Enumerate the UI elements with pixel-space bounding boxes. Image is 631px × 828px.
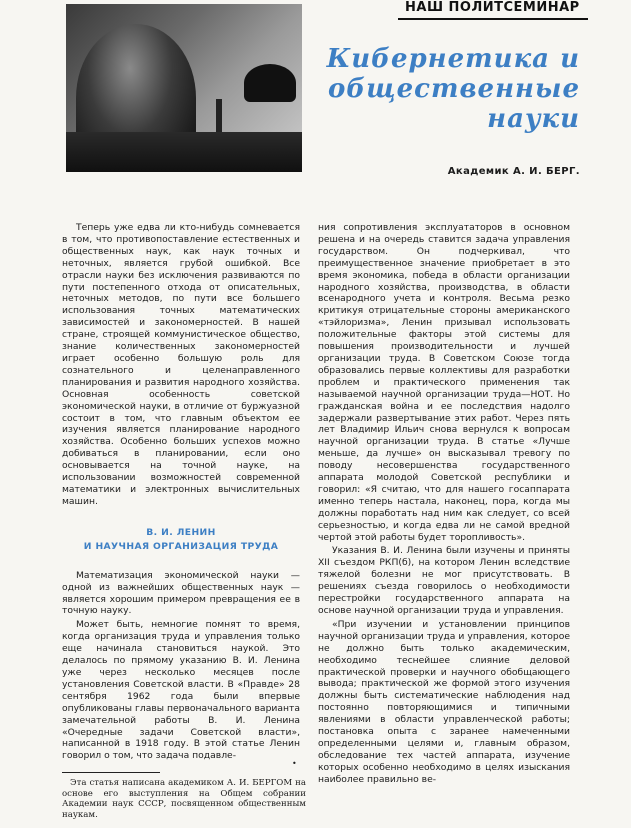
footnote-marker: • [292, 759, 297, 768]
section-tag: НАШ ПОЛИТСЕМИНАР [405, 0, 580, 15]
paragraph: Математизация экономической науки — одной из важнейших общественных наук — является хорошим примером превращения ее в точную науку. [62, 569, 300, 617]
portrait-photo [66, 4, 302, 172]
podium [66, 132, 302, 172]
footnote: Эта статья написана академиком А. И. БЕРГОМ на основе его выступления на Общем собрании Академии наук СССР, посвященном общественным наукам. [62, 778, 306, 820]
paragraph: Может быть, немногие помнят то время, когда организация труда и управления только еще начинала становиться наукой. Это делалось по прямому указанию В. И. Ленина уже через несколько месяцев после установления Советской власти. В «Правде» 28 сентября 1962 года были впервые опубликованы главы первоначального варианта замечательной работы В. И. Ленина «Очередные задачи Советской власти», написанной в 1918 году. В этой статье Ленин говорил о том, что задача подавле- [62, 619, 300, 762]
footnote-rule [62, 772, 160, 773]
section-subheading [62, 526, 300, 554]
subheading-line: И НАУЧНАЯ ОРГАНИЗАЦИЯ ТРУДА [83, 540, 279, 552]
left-column [62, 222, 300, 764]
paragraph: «При изучении и установлении принципов научной организации труда и управления, которое не должно быть только академическим, необходимо теснейшее слияние деловой практической проверки и научного обобщающего вывода; практической же формой этого изучения должны быть систематические наблюдения над постоянно повторяющимися и типичными явлениями в области управленческой работы; постановка опыта с заранее намеченными определенными целями и, главным образом, обследование тех частей аппарата, изучение которых особенно необходимо в целях изыскания наиболее правильно ве- [318, 618, 570, 785]
desk-lamp [244, 64, 296, 102]
author-byline: Академик А. И. БЕРГ. [447, 166, 580, 177]
paragraph: ния сопротивления эксплуататоров в основном решена и на очередь ставится задача управления государством. Он подчеркивал, что преимущественное значение приобретает в это время экономика, победа в области организации народного хозяйства, производства, в области всенародного учета и контроля. Весьма резко критикуя отрицательные стороны американского «тэйлоризма», Ленин призывал использовать положительные факторы этой системы для повышения производительности и лучшей организации труда. В Советском Союзе тогда образовались первые коллективы для разработки проблем и практического применения так называемой научной организации труда—НОТ. Но гражданская война и ее последствия надолго задержали развертывание этих работ. Через пять лет Владимир Ильич снова вернулся к вопросам научной организации труда. В статье «Лучше меньше, да лучше» он высказывал тревогу по поводу несовершенства государственного аппарата молодой Советской республики и говорил: «Я считаю, что для нашего госаппарата именно теперь настала, наконец, пора, когда мы должны поработать над ним как следует, со всей серьезностью, и когда едва ли не самой вредной чертой этой работы будет торопливость». [318, 222, 570, 543]
paragraph: Теперь уже едва ли кто-нибудь сомневается в том, что противопоставление естественных и общественных наук, как наук точных и неточных, является грубой ошибкой. Все отрасли науки без исключения развиваются по пути постепенного отхода от описательных, неточных методов, по пути все большего использования точных математических зависимостей и закономерностей. В нашей стране, строящей коммунистическое общество, знание количественных закономерностей играет особенно большую роль для сознательного и целенаправленного планирования и развития народного хозяйства. Основная особенность советской экономической науки, в отличие от буржуазной состоит в том, что главным объектом ее изучения является планирование народного хозяйства. Особенно больших успехов можно добиваться в планировании, если оно основывается на точной науке, на использовании возможностей современной математики и электронных вычислительных машин. [62, 222, 300, 507]
section-rule [398, 18, 588, 20]
article-title: Кибернетика и общественные науки [326, 44, 580, 134]
subheading-line: В. И. ЛЕНИН [146, 526, 216, 538]
paragraph: Указания В. И. Ленина были изучены и приняты XII съездом РКП(б), на котором Ленин вследствие тяжелой болезни не мог присутствовать. В решениях съезда говорилось о необходимости перестройки государственного аппарата на основе научной организации труда и управления. [318, 545, 570, 616]
right-column [318, 222, 570, 788]
